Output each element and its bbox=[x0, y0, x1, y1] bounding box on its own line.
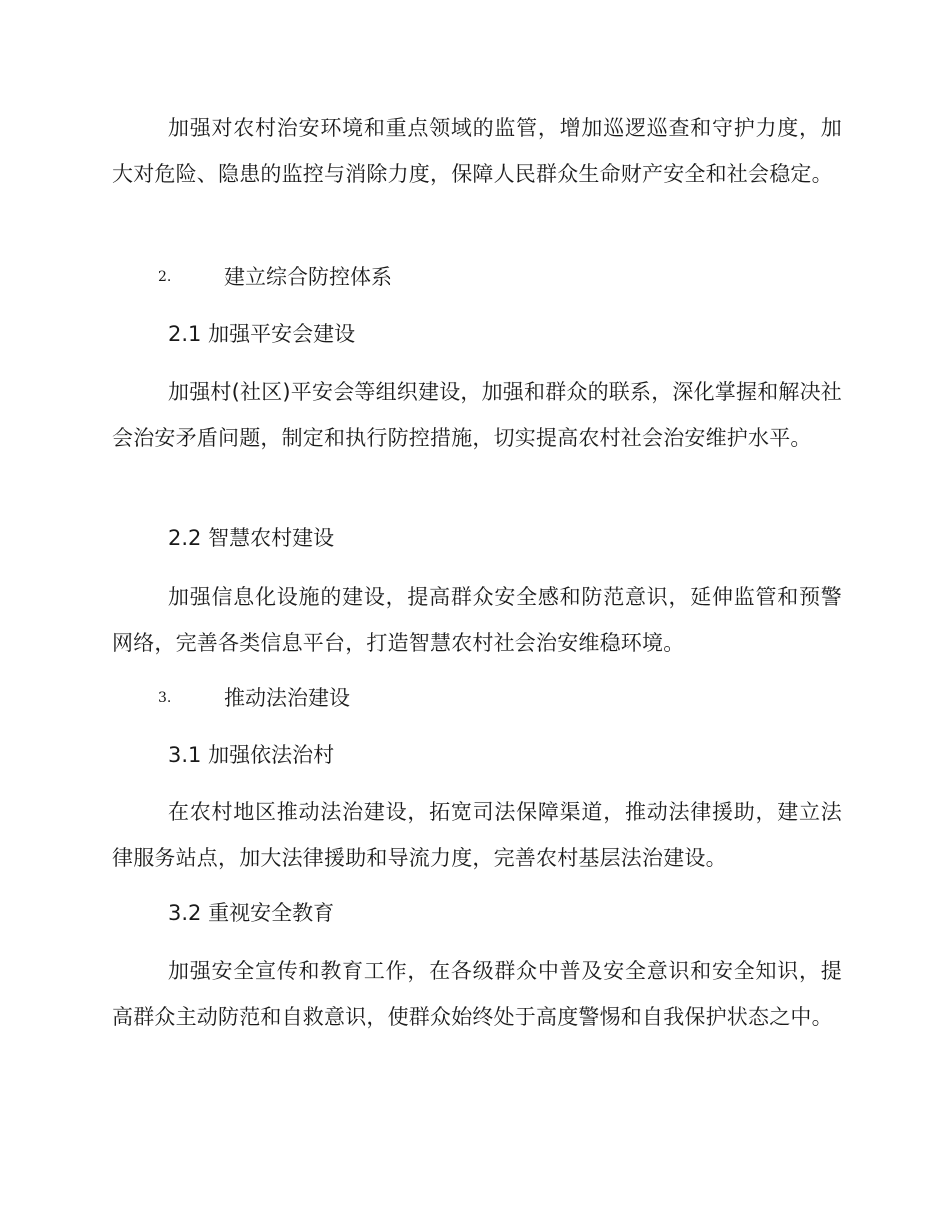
section-title: 建立综合防控体系 bbox=[224, 265, 392, 289]
section-number: 3. bbox=[158, 690, 172, 706]
section-number: 2. bbox=[158, 269, 172, 285]
subsection-heading: 3.2 重视安全教育 bbox=[168, 901, 335, 925]
paragraph: 加强信息化设施的建设，提高群众安全感和防范意识，延伸监管和预警网络，完善各类信息平台，打造智慧农村社会治安维稳环境。 bbox=[112, 585, 842, 655]
paragraph: 加强村(社区)平安会等组织建设，加强和群众的联系，深化掌握和解决社会治安矛盾问题，制定和执行防控措施，切实提高农村社会治安维护水平。 bbox=[112, 380, 842, 450]
paragraph: 在农村地区推动法治建设，拓宽司法保障渠道，推动法律援助，建立法律服务站点，加大法律援助和导流力度，完善农村基层法治建设。 bbox=[112, 800, 842, 870]
section-title: 推动法治建设 bbox=[224, 686, 350, 710]
paragraph: 加强对农村治安环境和重点领域的监管，增加巡逻巡查和守护力度，加大对危险、隐患的监控与消除力度，保障人民群众生命财产安全和社会稳定。 bbox=[112, 116, 842, 186]
subsection-heading: 3.1 加强依法治村 bbox=[168, 743, 335, 767]
paragraph: 加强安全宣传和教育工作，在各级群众中普及安全意识和安全知识，提高群众主动防范和自救意识，使群众始终处于高度警惕和自我保护状态之中。 bbox=[112, 959, 842, 1029]
subsection-heading: 2.2 智慧农村建设 bbox=[168, 526, 335, 550]
subsection-heading: 2.1 加强平安会建设 bbox=[168, 322, 356, 346]
